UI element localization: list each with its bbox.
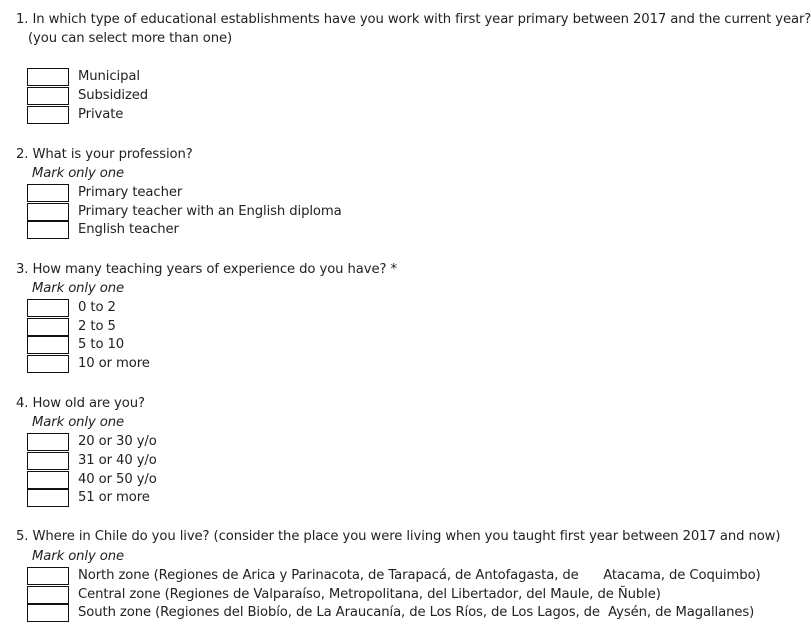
option-row[interactable] [27, 604, 787, 623]
option-row[interactable] [27, 221, 787, 240]
radio-box[interactable] [27, 221, 69, 239]
radio-box[interactable] [27, 586, 69, 604]
question-number: 5. [16, 529, 29, 544]
option-row[interactable] [27, 567, 787, 586]
option-row[interactable] [27, 203, 787, 222]
option-row[interactable] [27, 106, 787, 125]
option-label: 10 or more [78, 356, 150, 371]
option-label: 5 to 10 [78, 337, 125, 352]
question-1-text [16, 10, 811, 29]
option-label: English teacher [78, 222, 179, 237]
radio-box[interactable] [27, 604, 69, 622]
option-label: Primary teacher [78, 185, 183, 200]
option-row[interactable] [27, 433, 787, 452]
option-row[interactable] [27, 184, 787, 203]
radio-box[interactable] [27, 471, 69, 489]
question-1-subtext: (you can select more than one) [28, 31, 233, 46]
option-label: 31 or 40 y/o [78, 453, 157, 468]
option-row[interactable] [27, 336, 787, 355]
radio-box[interactable] [27, 299, 69, 317]
radio-box[interactable] [27, 203, 69, 221]
question-2-hint: Mark only one [32, 166, 125, 181]
question-5-text [16, 527, 780, 546]
option-label: 51 or more [78, 490, 150, 505]
option-row[interactable] [27, 318, 787, 337]
option-label: Subsidized [78, 88, 149, 103]
question-label: Where in Chile do you live? (consider the place you were living when you taught first year between 2017 and now) [32, 529, 781, 544]
question-label: In which type of educational establishments have you work with first year primary between 2017 and the current year? [32, 12, 811, 27]
option-label: South zone (Regiones del Biobío, de La Araucanía, de Los Ríos, de Los Lagos, de Aysén, de Magallanes) [78, 605, 755, 620]
checkbox[interactable] [27, 106, 69, 124]
option-row[interactable] [27, 299, 787, 318]
question-label: How many teaching years of experience do you have? * [32, 262, 397, 277]
question-number: 4. [16, 396, 29, 411]
radio-box[interactable] [27, 355, 69, 373]
question-4-hint: Mark only one [32, 415, 125, 430]
radio-box[interactable] [27, 336, 69, 354]
option-row[interactable] [27, 489, 787, 508]
question-5-hint: Mark only one [32, 549, 125, 564]
option-row[interactable] [27, 586, 787, 605]
radio-box[interactable] [27, 318, 69, 336]
option-label: Private [78, 107, 124, 122]
radio-box[interactable] [27, 567, 69, 585]
option-label: 20 or 30 y/o [78, 434, 157, 449]
question-number: 2. [16, 147, 29, 162]
radio-box[interactable] [27, 184, 69, 202]
radio-box[interactable] [27, 489, 69, 507]
radio-box[interactable] [27, 433, 69, 451]
question-2-text [16, 145, 193, 164]
option-row[interactable] [27, 355, 787, 374]
option-label: Primary teacher with an English diploma [78, 204, 342, 219]
question-number: 1. [16, 12, 29, 27]
question-3-hint: Mark only one [32, 281, 125, 296]
option-label: Central zone (Regiones de Valparaíso, Metropolitana, del Libertador, del Maule, de Ñuble) [78, 587, 661, 602]
question-4-text [16, 394, 145, 413]
option-row[interactable] [27, 87, 787, 106]
question-number: 3. [16, 262, 29, 277]
radio-box[interactable] [27, 452, 69, 470]
option-label: Municipal [78, 69, 140, 84]
option-label: 0 to 2 [78, 300, 116, 315]
option-label: North zone (Regiones de Arica y Parinacota, de Tarapacá, de Antofagasta, de Atacama, de Coquimbo) [78, 568, 761, 583]
option-row[interactable] [27, 68, 787, 87]
option-row[interactable] [27, 452, 787, 471]
option-label: 40 or 50 y/o [78, 472, 157, 487]
option-label: 2 to 5 [78, 319, 116, 334]
option-row[interactable] [27, 471, 787, 490]
checkbox[interactable] [27, 68, 69, 86]
checkbox[interactable] [27, 87, 69, 105]
question-label: What is your profession? [32, 147, 193, 162]
question-3-text [16, 260, 397, 279]
question-label: How old are you? [32, 396, 145, 411]
